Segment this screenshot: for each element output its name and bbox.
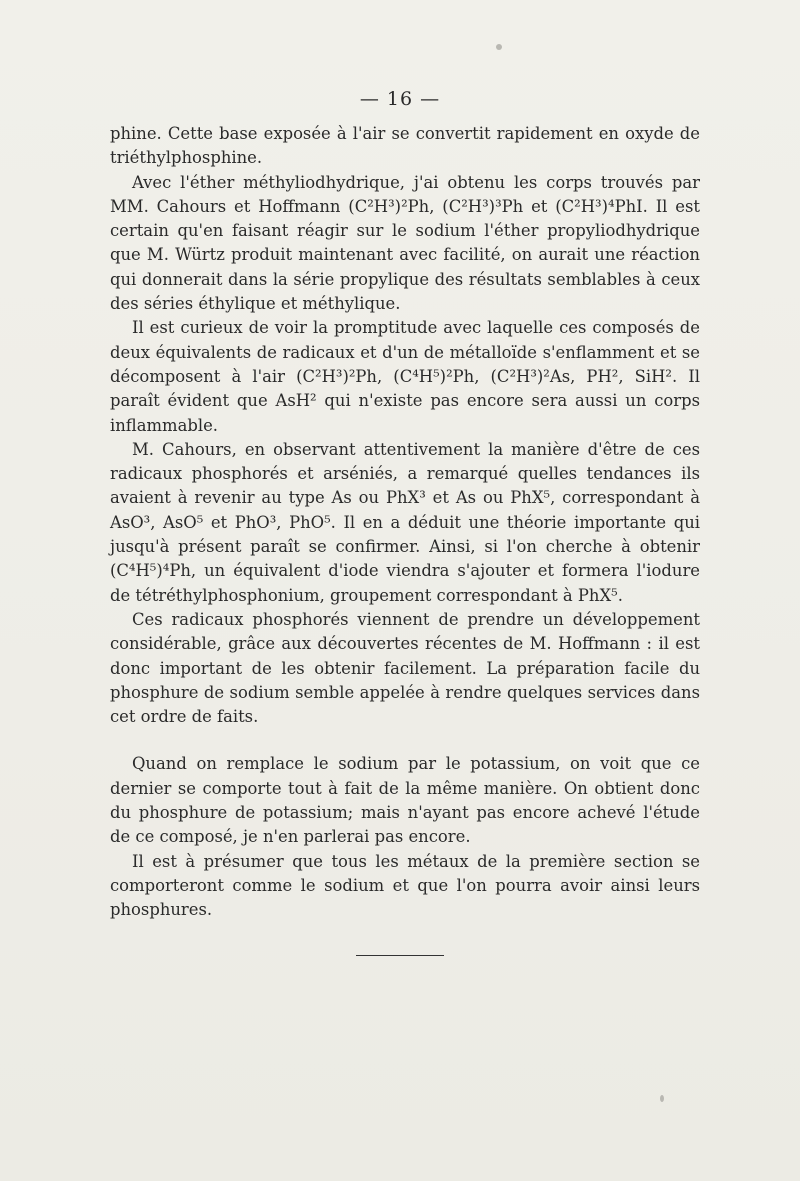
paragraph: Il est à présumer que tous les métaux de la première section se comporteront comme le sodium et que l'on pourra avoir ainsi leurs phosphures.: [110, 851, 700, 920]
ink-spot: [496, 44, 502, 50]
paragraph-continuation: phine. Cette base exposée à l'air se convertit rapidement en oxyde de triéthylphosphine.: [110, 124, 700, 168]
body-text: [110, 122, 700, 923]
paragraph: Quand on remplace le sodium par le potassium, on voit que ce dernier se comporte tout à fait de la même manière. On obtient donc du phosphure de potassium; mais n'ayant pas encore achevé l'étude de ce composé, je n'en parlerai pas encore.: [110, 754, 700, 847]
ink-spot: [660, 1095, 664, 1102]
paragraph: Il est curieux de voir la promptitude avec laquelle ces composés de deux équivalents de radicaux et d'un de métalloïde s'enflamment et se décomposent à l'air (C²H³)²Ph, (C⁴H⁵)²Ph, (C²H³)²As, PH², SiH². Il paraît évident que AsH² qui n'existe pas encore sera aussi un corps inflammable.: [110, 318, 700, 435]
paragraph: M. Cahours, en observant attentivement la manière d'être de ces radicaux phosphorés et arséniés, a remarqué quelles tendances ils avaient à revenir au type As ou PhX³ et As ou PhX⁵, correspondant à AsO³, AsO⁵ et PhO³, PhO⁵. Il en a déduit une théorie importante qui jusqu'à présent paraît se confirmer. Ainsi, si l'on cherche à obtenir (C⁴H⁵)⁴Ph, un équivalent d'iode viendra s'ajouter et formera l'iodure de tétréthylphosphonium, groupement correspondant à PhX⁵.: [110, 439, 700, 605]
closing-rule: [356, 955, 444, 956]
paragraph: Avec l'éther méthyliodhydrique, j'ai obtenu les corps trouvés par MM. Cahours et Hoffmann (C²H³)²Ph, (C²H³)³Ph et (C²H³)⁴PhI. Il est certain qu'en faisant réagir sur le sodium l'éther propyliodhydrique que M. Würtz produit maintenant avec facilité, on aurait une réaction qui donnerait dans la série propylique des résultats semblables à ceux des séries éthylique et méthylique.: [110, 172, 700, 314]
paragraph: Ces radicaux phosphorés viennent de prendre un développement considérable, grâce aux découvertes récentes de M. Hoffmann : il est donc important de les obtenir facilement. La préparation facile du phosphure de sodium semble appelée à rendre quelques services dans cet ordre de faits.: [110, 609, 700, 727]
page-number: — 16 —: [359, 88, 441, 110]
